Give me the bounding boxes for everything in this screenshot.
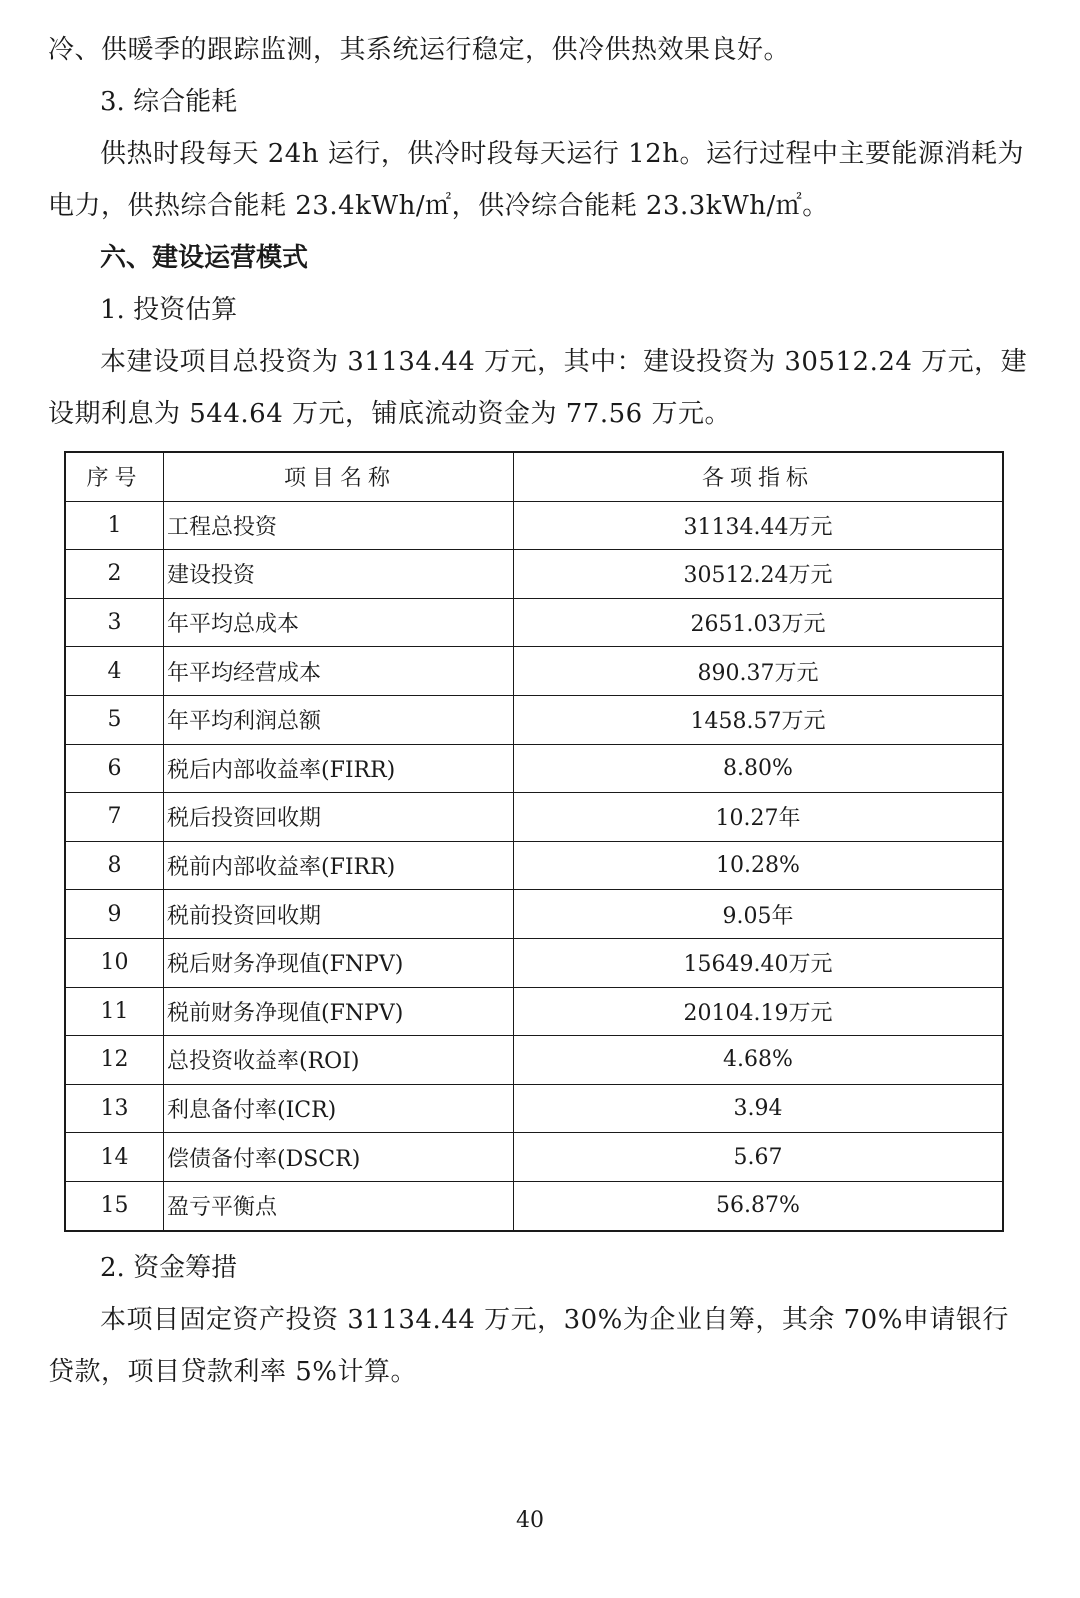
header-serial-number: 序号 — [65, 452, 164, 501]
paragraph-funding: 本项目固定资产投资 31134.44 万元，30%为企业自筹，其余 70%申请银行贷款，项目贷款利率 5%计算。 — [48, 1305, 1009, 1387]
row-indicator-value: 890.37万元 — [514, 647, 1004, 696]
row-item-name: 年平均总成本 — [164, 598, 514, 647]
row-item-name: 利息备付率(ICR) — [164, 1084, 514, 1133]
row-serial-number: 15 — [65, 1181, 164, 1230]
table-row — [65, 1133, 1003, 1182]
row-serial-number: 14 — [65, 1133, 164, 1182]
table-row — [65, 550, 1003, 599]
row-item-name: 建设投资 — [164, 550, 514, 599]
row-indicator-value: 4.68% — [514, 1036, 1004, 1085]
row-indicator-value: 15649.40万元 — [514, 938, 1004, 987]
paragraph-energy-consumption: 供热时段每天 24h 运行，供冷时段每天运行 12h。运行过程中主要能源消耗为电力，供热综合能耗 23.4kWh/㎡，供冷综合能耗 23.3kWh/㎡。 — [48, 139, 1024, 221]
row-item-name: 税前财务净现值(FNPV) — [164, 987, 514, 1036]
table-row — [65, 598, 1003, 647]
table-row — [65, 987, 1003, 1036]
row-item-name: 工程总投资 — [164, 501, 514, 550]
table-row — [65, 841, 1003, 890]
table-row — [65, 938, 1003, 987]
heading-funding: 2. 资金筹措 — [100, 1253, 238, 1283]
row-serial-number: 9 — [65, 890, 164, 939]
row-indicator-value: 30512.24万元 — [514, 550, 1004, 599]
row-indicator-value: 10.27年 — [514, 793, 1004, 842]
paragraph-continuation: 冷、供暖季的跟踪监测，其系统运行稳定，供冷供热效果良好。 — [48, 35, 791, 65]
row-item-name: 年平均经营成本 — [164, 647, 514, 696]
row-item-name: 税后投资回收期 — [164, 793, 514, 842]
row-indicator-value: 1458.57万元 — [514, 695, 1004, 744]
row-item-name: 总投资收益率(ROI) — [164, 1036, 514, 1085]
row-item-name: 偿债备付率(DSCR) — [164, 1133, 514, 1182]
page-number: 40 — [516, 1508, 544, 1533]
table-row — [65, 1181, 1003, 1230]
row-indicator-value: 9.05年 — [514, 890, 1004, 939]
table-row — [65, 501, 1003, 550]
table-row — [65, 1084, 1003, 1133]
row-serial-number: 5 — [65, 695, 164, 744]
row-indicator-value: 56.87% — [514, 1181, 1004, 1230]
row-serial-number: 2 — [65, 550, 164, 599]
heading-investment-estimate: 1. 投资估算 — [100, 295, 238, 325]
row-item-name: 年平均利润总额 — [164, 695, 514, 744]
row-indicator-value: 5.67 — [514, 1133, 1004, 1182]
row-indicator-value: 2651.03万元 — [514, 598, 1004, 647]
table-header-row — [65, 452, 1003, 501]
table-row — [65, 1036, 1003, 1085]
table-row — [65, 890, 1003, 939]
row-item-name: 税后财务净现值(FNPV) — [164, 938, 514, 987]
row-item-name: 税后内部收益率(FIRR) — [164, 744, 514, 793]
row-serial-number: 6 — [65, 744, 164, 793]
row-serial-number: 10 — [65, 938, 164, 987]
financial-metrics-table — [64, 451, 1004, 1232]
row-serial-number: 1 — [65, 501, 164, 550]
row-serial-number: 4 — [65, 647, 164, 696]
row-serial-number: 13 — [65, 1084, 164, 1133]
row-indicator-value: 3.94 — [514, 1084, 1004, 1133]
heading-energy-consumption: 3. 综合能耗 — [100, 87, 238, 117]
row-indicator-value: 8.80% — [514, 744, 1004, 793]
paragraph-investment-estimate: 本建设项目总投资为 31134.44 万元，其中：建设投资为 30512.24 万元，建设期利息为 544.64 万元，铺底流动资金为 77.56 万元。 — [48, 347, 1028, 429]
table-row — [65, 744, 1003, 793]
table-row — [65, 793, 1003, 842]
row-serial-number: 8 — [65, 841, 164, 890]
table-row — [65, 647, 1003, 696]
row-serial-number: 7 — [65, 793, 164, 842]
table-row — [65, 695, 1003, 744]
row-serial-number: 11 — [65, 987, 164, 1036]
row-item-name: 税前投资回收期 — [164, 890, 514, 939]
row-indicator-value: 31134.44万元 — [514, 501, 1004, 550]
row-item-name: 盈亏平衡点 — [164, 1181, 514, 1230]
row-indicator-value: 20104.19万元 — [514, 987, 1004, 1036]
header-item-name: 项目名称 — [164, 452, 514, 501]
row-serial-number: 3 — [65, 598, 164, 647]
row-item-name: 税前内部收益率(FIRR) — [164, 841, 514, 890]
row-serial-number: 12 — [65, 1036, 164, 1085]
row-indicator-value: 10.28% — [514, 841, 1004, 890]
header-indicator: 各项指标 — [514, 452, 1004, 501]
heading-section-six: 六、建设运营模式 — [100, 243, 309, 273]
